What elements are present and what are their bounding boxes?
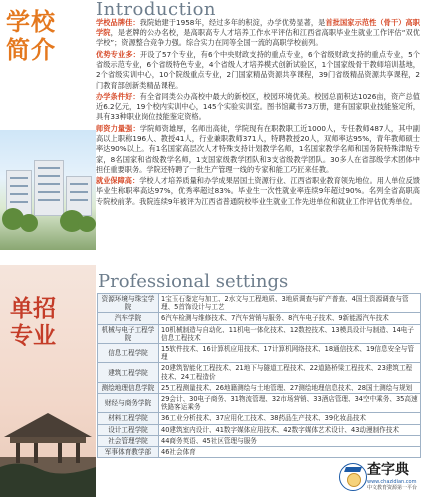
paragraph-lead: 就业保障高： bbox=[96, 176, 140, 186]
majors-title bbox=[10, 295, 56, 349]
majors-list: 40建筑室内设计、41数字媒体应用技术、42数字媒体艺术设计、43动漫制作技术 bbox=[159, 424, 421, 435]
watermark-tagline: 中文教育资源第一平台 bbox=[367, 485, 418, 491]
college-name: 财经与商务学院 bbox=[98, 394, 159, 413]
college-name: 机械与电子工程学院 bbox=[98, 324, 159, 343]
professional-settings-section bbox=[0, 265, 423, 497]
college-name: 信息工程学院 bbox=[98, 344, 159, 363]
majors-list: 20建筑智能化工程技术、21地下与隧道工程技术、22道路桥梁工程技术、23建筑工程技术、24工程造价 bbox=[159, 363, 421, 382]
majors-table bbox=[97, 293, 421, 458]
paragraph-lead: 办学条件好： bbox=[96, 92, 140, 102]
chazidian-watermark bbox=[339, 461, 421, 495]
paragraph-text: 学校人才培养质量和办学成果居国土资源行业、江西省职业教育领先地位。用人单位反馈毕业生称职率高达97%，优秀率超过83%。毕业生一次性就业率连续9年超过90%。名列全省高职高专院校前茅。我院连续9年被评为江西省普通院校毕业生就业工作先进单位和就业工作评估优秀单位。 bbox=[96, 176, 420, 206]
mascot-logo-icon bbox=[339, 463, 367, 491]
paragraph-highlight: 首批国家示范性（骨干）高职学院 bbox=[96, 18, 420, 38]
intro-paragraph bbox=[96, 92, 420, 123]
intro-title-line2: 简介 bbox=[6, 35, 56, 64]
college-name: 军事体育教学部 bbox=[98, 447, 159, 458]
majors-list: 29会计、30电子商务、31物流管理、32市场营销、33酒店管理、34空中乘务、35高速铁路客运乘务 bbox=[159, 394, 421, 413]
majors-list: 10机械制造与自动化、11机电一体化技术、12数控技术、13模具设计与制造、14电子信息工程技术 bbox=[159, 324, 421, 343]
majors-list: 46社会体育 bbox=[159, 447, 421, 458]
majors-side-panel bbox=[0, 265, 96, 497]
majors-list: 25工程测量技术、26地籍测绘与土地管理、27测绘地理信息技术、28国土测绘与规划 bbox=[159, 382, 421, 393]
table-row bbox=[98, 435, 421, 446]
table-row bbox=[98, 363, 421, 382]
paragraph-text: 学院师资雄厚，名师出高徒，学院现有在职教职工近1000人，专任教师487人，其中副高以上职称196人、教授41人，行业兼职教师371人，特聘教授20人，双师率达95%，青年教师硕士率达90%以上。有1名国家高层次人才特殊支持计划教学名师，1名国家教学名师和国务院特殊津贴专家，8名国家和省级教学名师，1支国家级教学团队和3支省级教学团队。30多人在省部级学术团体中担任重要职务。学院还特聘了一批生产管理一线的专家和能工巧匠来任教。 bbox=[96, 123, 420, 174]
intro-text bbox=[96, 18, 420, 208]
college-name: 汽车学院 bbox=[98, 313, 159, 324]
majors-english-title: Professional settings bbox=[98, 271, 289, 292]
intro-paragraph bbox=[96, 176, 420, 207]
majors-list: 6汽车检测与维修技术、7汽车营销与服务、8汽车电子技术、9新能源汽车技术 bbox=[159, 313, 421, 324]
table-row bbox=[98, 382, 421, 393]
intro-title bbox=[6, 8, 56, 64]
majors-list: 1宝玉石鉴定与加工、2水文与工程地质、3地质调查与矿产普查、4国土资源调查与管理、5首饰设计与工艺 bbox=[159, 294, 421, 313]
intro-english-title: Introduction bbox=[96, 0, 216, 20]
college-name: 资源环境与珠宝学院 bbox=[98, 294, 159, 313]
table-row bbox=[98, 324, 421, 343]
paragraph-lead: 优势专业多： bbox=[96, 49, 141, 59]
table-row bbox=[98, 413, 421, 424]
intro-side-panel bbox=[0, 0, 96, 265]
college-name: 设计工程学院 bbox=[98, 424, 159, 435]
watermark-text: 查字典 bbox=[367, 462, 409, 478]
majors-list: 44商务英语、45社区管理与服务 bbox=[159, 435, 421, 446]
college-name: 测绘地理信息学院 bbox=[98, 382, 159, 393]
majors-list: 15软件技术、16计算机应用技术、17计算机网络技术、18通信技术、19信息安全与管理 bbox=[159, 344, 421, 363]
college-name: 材料工程学院 bbox=[98, 413, 159, 424]
table-row bbox=[98, 424, 421, 435]
majors-title-line2: 专业 bbox=[10, 322, 56, 349]
majors-title-line1: 单招 bbox=[10, 295, 56, 322]
paragraph-lead: 学校品牌佳： bbox=[96, 18, 140, 27]
paragraph-lead: 师资力量强： bbox=[96, 123, 140, 133]
college-name: 建筑工程学院 bbox=[98, 363, 159, 382]
paragraph-text: 我院始建于1958年，经过多年的积淀，办学优势显著，是 bbox=[139, 18, 326, 27]
intro-title-line1: 学校 bbox=[6, 7, 56, 36]
paragraph-text: 开设了57个专业，有6个中央财政支持的重点专业，6个省级财政支持的重点专业，5个省级示范专业，6个省级特色专业，4个省级人才培养模式创新试验区，1个国家级骨干教师培训基地，2个省级实训中心，10个院级重点专业，2门国家精品资源共享课程，39门省级精品资源共享课程，2门教育部创新类精品课程。 bbox=[96, 49, 420, 90]
table-row bbox=[98, 394, 421, 413]
majors-list: 36工业分析技术、37应用化工技术、38药品生产技术、39化妆品技术 bbox=[159, 413, 421, 424]
table-row bbox=[98, 447, 421, 458]
building-shape bbox=[34, 160, 64, 216]
paragraph-text: ，是老牌的公办名校，是高职高专人才培养工作水平评估和江西省高职毕业生就业工作评估“双优学校”；资源整合竞争力强。综合实力在同等全国一流的高职学校前列。 bbox=[96, 28, 420, 48]
campus-photo bbox=[0, 130, 96, 250]
watermark-url: www.chazidian.com bbox=[367, 479, 417, 485]
table-row bbox=[98, 313, 421, 324]
intro-paragraph bbox=[96, 18, 420, 49]
intro-paragraph bbox=[96, 50, 420, 91]
intro-paragraph bbox=[96, 124, 420, 175]
table-row bbox=[98, 344, 421, 363]
pavilion-illustration bbox=[0, 397, 96, 497]
table-row bbox=[98, 294, 421, 313]
paragraph-text: 有全省同类公办高校中最大的新校区，校园环境优美。校园总面积达1026亩，资产总值近6.2亿元，19个校内实训中心，145个实验实训室。图书馆藏书73万册，建有国家职业技能鉴定所，具有33种职业岗位技能鉴定资格。 bbox=[96, 92, 420, 122]
college-name: 社会管理学院 bbox=[98, 435, 159, 446]
